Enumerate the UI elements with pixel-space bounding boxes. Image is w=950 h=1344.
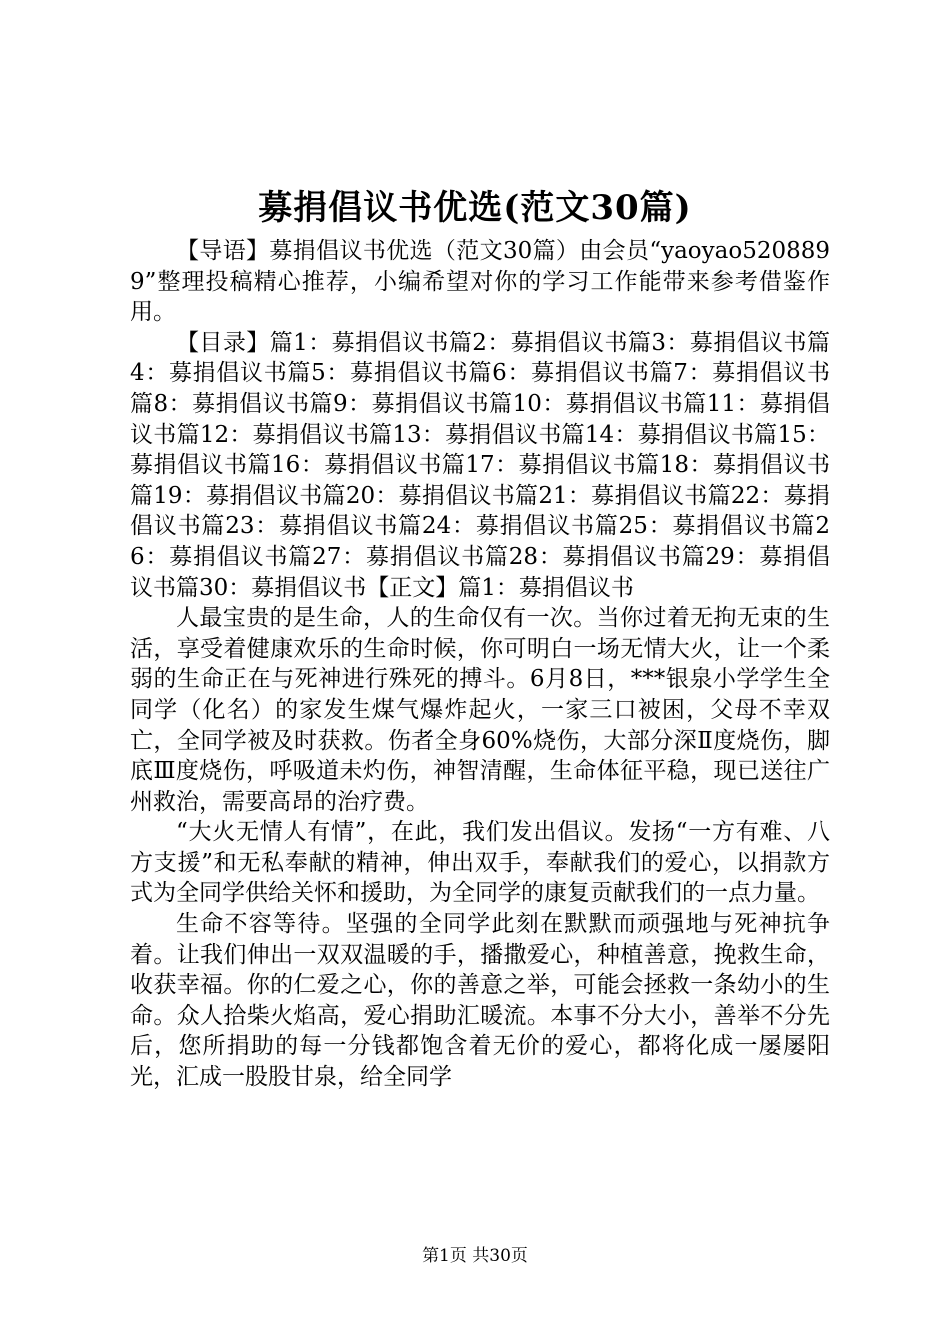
body-paragraph: 生命不容等待。坚强的全同学此刻在默默而顽强地与死神抗争着。让我们伸出一双双温暖的手，播撒爱心，种植善意，挽救生命，收获幸福。你的仁爱之心，你的善意之举，可能会拯救一条幼小的生命。众人拾柴火焰高，爱心捐助汇暖流。本事不分大小，善举不分先后，您所捐助的每一分钱都饱含着无价的爱心，都将化成一屡屡阳光，汇成一股股甘泉，给全同学 (130, 911, 830, 1091)
contents-paragraph: 【目录】篇1：募捐倡议书篇2：募捐倡议书篇3：募捐倡议书篇4：募捐倡议书篇5：募捐倡议书篇6：募捐倡议书篇7：募捐倡议书篇8：募捐倡议书篇9：募捐倡议书篇10：募捐倡议书篇11：募捐倡议书篇12：募捐倡议书篇13：募捐倡议书篇14：募捐倡议书篇15：募捐倡议书篇16：募捐倡议书篇17：募捐倡议书篇18：募捐倡议书篇19：募捐倡议书篇20：募捐倡议书篇21：募捐倡议书篇22：募捐倡议书篇23：募捐倡议书篇24：募捐倡议书篇25：募捐倡议书篇26：募捐倡议书篇27：募捐倡议书篇28：募捐倡议书篇29：募捐倡议书篇30：募捐倡议书【正文】篇1：募捐倡议书 (130, 329, 830, 601)
intro-paragraph: 【导语】募捐倡议书优选（范文30篇）由会员“yaoyao5208899”整理投稿精心推荐，小编希望对你的学习工作能带来参考借鉴作用。 (130, 238, 830, 326)
page-title: 募捐倡议书优选(范文30篇) (258, 188, 692, 228)
body-paragraph: 人最宝贵的是生命，人的生命仅有一次。当你过着无拘无束的生活，享受着健康欢乐的生命时候，你可明白一场无情大火，让一个柔弱的生命正在与死神进行殊死的搏斗。6月8日，***银泉小学学生全同学（化名）的家发生煤气爆炸起火，一家三口被困，父母不幸双亡，全同学被及时获救。伤者全身60%烧伤，大部分深Ⅱ度烧伤，脚底Ⅲ度烧伤，呼吸道未灼伤，神智清醒，生命体征平稳，现已送往广州救治，需要高昂的治疗费。 (130, 605, 830, 815)
body-paragraph: “大火无情人有情”，在此，我们发出倡议。发扬“一方有难、八方支援”和无私奉献的精神，伸出双手，奉献我们的爱心，以捐款方式为全同学供给关怀和援助，为全同学的康复贡献我们的一点力量。 (130, 819, 830, 907)
page-footer: 第1页 共30页 (422, 1246, 528, 1266)
document-body (130, 236, 830, 1093)
